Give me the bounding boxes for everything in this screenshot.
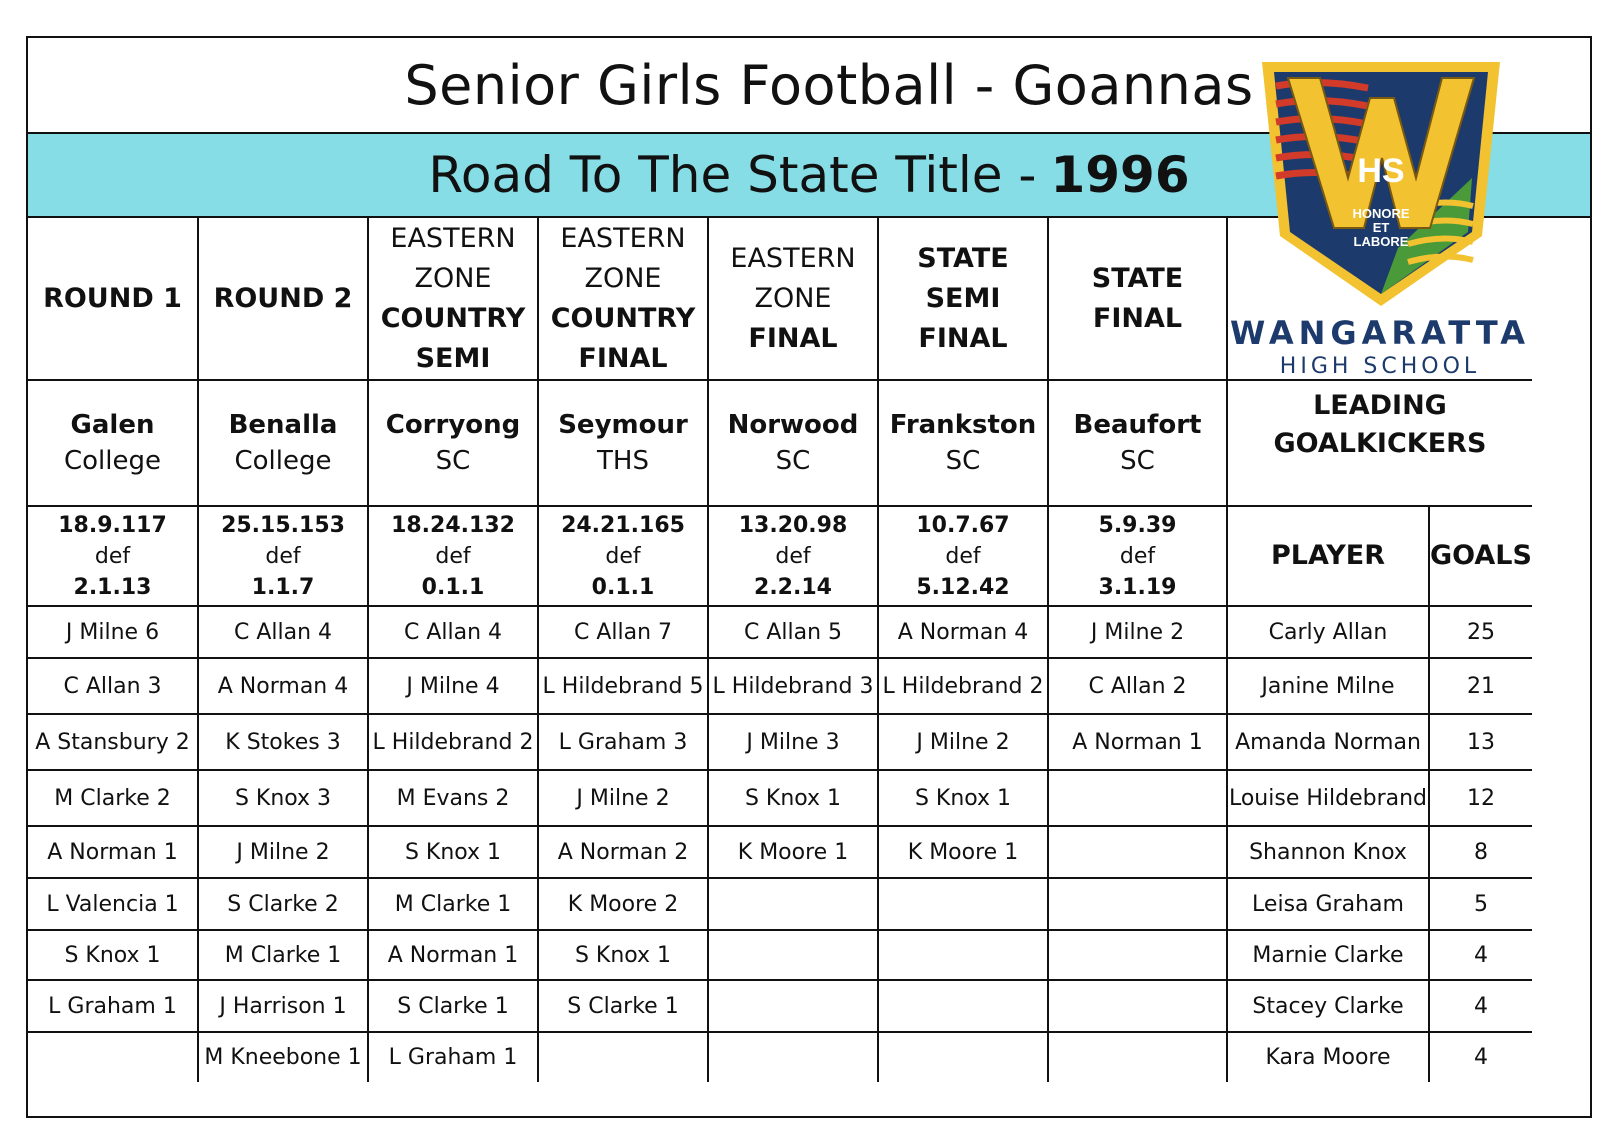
- goals-header: [1429, 506, 1532, 606]
- score-against: 0.1.1: [421, 574, 485, 600]
- leading-heading-line: GOALKICKERS: [1273, 428, 1487, 459]
- goalkicker-cell: [28, 606, 198, 658]
- goalkicker-text: A Norman 1: [387, 942, 519, 968]
- goalkicker-text: J Milne 2: [236, 839, 330, 865]
- goalkicker-text: S Knox 3: [234, 785, 332, 811]
- score-cell: [198, 506, 368, 606]
- round-header: [368, 218, 538, 380]
- goalkicker-text: A Norman 1: [1072, 729, 1203, 755]
- goalkicker-cell: [538, 930, 708, 980]
- score-for: 18.24.132: [391, 512, 515, 538]
- opponent-type: SC: [435, 446, 471, 476]
- player-name-text: Shannon Knox: [1249, 839, 1407, 865]
- goalkicker-text: M Evans 2: [396, 785, 510, 811]
- opponent-name: Norwood: [727, 410, 859, 440]
- goalkicker-cell: [878, 826, 1048, 878]
- goalkicker-text: K Moore 1: [907, 839, 1019, 865]
- score-against: 5.12.42: [916, 574, 1010, 600]
- goalkicker-text: J Milne 6: [65, 619, 160, 645]
- opponent-cell: [198, 380, 368, 506]
- goalkicker-text: S Knox 1: [64, 942, 161, 968]
- goalkicker-cell: [368, 980, 538, 1032]
- player-goals-text: 25: [1466, 619, 1495, 645]
- player-name-text: Carly Allan: [1268, 619, 1388, 645]
- goalkicker-cell: [368, 658, 538, 714]
- goalkicker-cell: [538, 878, 708, 930]
- goalkicker-text: L Graham 1: [48, 993, 177, 1019]
- goalkicker-cell: [198, 606, 368, 658]
- player-goals-text: 4: [1473, 1045, 1488, 1070]
- player-goals-text: 4: [1473, 993, 1488, 1019]
- leading-player-goals: [1429, 606, 1532, 658]
- goalkicker-cell: [198, 980, 368, 1032]
- round-header-line: FINAL: [578, 342, 668, 374]
- goalkicker-text: L Hildebrand 2: [882, 673, 1044, 699]
- goalkicker-cell: [878, 980, 1048, 1032]
- score-def: def: [775, 543, 811, 569]
- goalkicker-text: M Clarke 1: [224, 942, 342, 968]
- goalkicker-text: C Allan 2: [1088, 673, 1187, 699]
- opponent-type: College: [63, 446, 161, 476]
- opponent-cell: [368, 380, 538, 506]
- goalkicker-cell: [1048, 980, 1227, 1032]
- goals-row: [28, 930, 1532, 980]
- goalkicker-cell: [28, 878, 198, 930]
- goalkicker-cell: [538, 826, 708, 878]
- goalkicker-text: C Allan 4: [403, 619, 503, 645]
- opponent-name: Corryong: [385, 410, 521, 440]
- round-header-line: COUNTRY: [550, 302, 696, 334]
- score-for: 25.15.153: [221, 512, 345, 538]
- goalkicker-cell: [878, 930, 1048, 980]
- goalkicker-cell: [708, 980, 878, 1032]
- goalkicker-text: C Allan 3: [63, 673, 162, 699]
- leading-player-goals: [1429, 878, 1532, 930]
- player-name-text: Janine Milne: [1261, 673, 1395, 699]
- goalkicker-cell: [198, 770, 368, 826]
- goalkicker-cell: [1048, 1032, 1227, 1082]
- goalkicker-cell: [368, 714, 538, 770]
- round-header-line: ROUND 2: [213, 282, 353, 314]
- goalkicker-text: L Graham 1: [388, 1045, 518, 1070]
- score-against: 1.1.7: [251, 574, 315, 600]
- opponent-cell: [1048, 380, 1227, 506]
- goalkicker-cell: [198, 1032, 368, 1082]
- svg-text:HS: HS: [1357, 152, 1405, 190]
- opponent-type: College: [234, 446, 332, 476]
- player-goals-text: 21: [1466, 673, 1495, 699]
- leading-player-goals: [1429, 930, 1532, 980]
- goalkicker-cell: [368, 826, 538, 878]
- goalkicker-text: L Hildebrand 5: [542, 673, 704, 699]
- player-goals-text: 4: [1473, 942, 1488, 968]
- score-def: def: [265, 543, 301, 569]
- score-for: 5.9.39: [1098, 512, 1177, 538]
- school-logo-cell: [1227, 152, 1532, 380]
- opponent-type: SC: [1120, 446, 1155, 476]
- score-cell: [538, 506, 708, 606]
- goalkicker-text: L Hildebrand 2: [372, 729, 534, 755]
- score-cell: [878, 506, 1048, 606]
- goalkicker-text: K Moore 1: [737, 839, 849, 865]
- goalkicker-text: A Norman 1: [47, 839, 178, 865]
- goalkicker-cell: [1048, 606, 1227, 658]
- score-def: def: [1119, 543, 1156, 569]
- leading-player-name: [1227, 1032, 1429, 1082]
- round-header-line: SEMI: [415, 342, 491, 374]
- goalkicker-cell: [708, 878, 878, 930]
- goalkicker-text: S Knox 1: [404, 839, 502, 865]
- player-goals-text: 12: [1466, 785, 1495, 811]
- round-header-line: ZONE: [584, 262, 662, 294]
- subtitle-year: 1996: [1050, 146, 1190, 204]
- goalkicker-cell: [1048, 714, 1227, 770]
- goalkicker-cell: [368, 930, 538, 980]
- goalkicker-text: K Stokes 3: [225, 729, 341, 755]
- leading-player-name: [1227, 658, 1429, 714]
- opponent-name: Galen: [70, 410, 155, 440]
- svg-text:HONORE: HONORE: [1352, 206, 1410, 221]
- goals-row: [28, 770, 1532, 826]
- score-for: 13.20.98: [738, 512, 848, 538]
- score-def: def: [605, 543, 641, 569]
- goalkicker-cell: [368, 878, 538, 930]
- leading-heading-line: LEADING: [1313, 390, 1447, 421]
- goalkicker-text: C Allan 7: [573, 619, 673, 645]
- leading-player-name: [1227, 606, 1429, 658]
- school-name: [1228, 314, 1532, 379]
- goalkicker-text: J Milne 2: [916, 729, 1010, 755]
- leading-goalkickers-heading: [1227, 380, 1532, 506]
- goals-row: [28, 878, 1532, 930]
- goalkicker-text: J Milne 2: [1090, 619, 1185, 645]
- goals-row: [28, 658, 1532, 714]
- goals-row: [28, 606, 1532, 658]
- goalkicker-text: A Stansbury 2: [35, 729, 190, 755]
- goalkicker-cell: [28, 770, 198, 826]
- goalkicker-text: S Clarke 1: [397, 993, 509, 1019]
- goalkicker-text: L Hildebrand 3: [712, 673, 874, 699]
- round-header: [198, 218, 368, 380]
- leading-player-name: [1227, 930, 1429, 980]
- goalkicker-cell: [28, 930, 198, 980]
- goals-row: [28, 980, 1532, 1032]
- round-header-line: FINAL: [748, 322, 838, 354]
- player-name-text: Leisa Graham: [1252, 891, 1404, 917]
- goalkicker-cell: [708, 606, 878, 658]
- opponent-name: Benalla: [228, 410, 338, 440]
- goalkicker-cell: [1048, 878, 1227, 930]
- goalkicker-cell: [198, 658, 368, 714]
- round-header-line: EASTERN: [390, 222, 516, 254]
- score-cell: [28, 506, 198, 606]
- goalkicker-cell: [708, 658, 878, 714]
- opponent-name: Frankston: [889, 410, 1037, 440]
- score-def: def: [945, 543, 981, 569]
- score-against: 0.1.1: [591, 574, 655, 600]
- score-for: 10.7.67: [916, 512, 1010, 538]
- goalkicker-cell: [878, 878, 1048, 930]
- round-header: [708, 218, 878, 380]
- goalkicker-cell: [198, 930, 368, 980]
- player-goals-text: 5: [1473, 891, 1488, 917]
- opponent-cell: [28, 380, 198, 506]
- goalkicker-text: S Knox 1: [574, 942, 672, 968]
- goalkicker-cell: [1048, 658, 1227, 714]
- goalkicker-cell: [538, 980, 708, 1032]
- goalkicker-text: J Harrison 1: [219, 993, 347, 1019]
- goalkicker-text: A Norman 2: [557, 839, 689, 865]
- goalkicker-cell: [708, 1032, 878, 1082]
- player-header: [1227, 506, 1429, 606]
- goalkicker-cell: [198, 878, 368, 930]
- opponent-type: SC: [775, 446, 811, 476]
- score-cell: [708, 506, 878, 606]
- opponent-cell: [878, 380, 1048, 506]
- goalkicker-text: L Valencia 1: [46, 891, 179, 917]
- leading-player-goals: [1429, 658, 1532, 714]
- goalkicker-cell: [368, 606, 538, 658]
- school-name-sub: HIGH SCHOOL: [1279, 354, 1481, 379]
- goalkicker-cell: [878, 606, 1048, 658]
- goalkicker-text: C Allan 4: [233, 619, 333, 645]
- goalkicker-cell: [878, 1032, 1048, 1082]
- leading-player-goals: [1429, 714, 1532, 770]
- school-name-main: WANGARATTA: [1229, 314, 1530, 352]
- goalkicker-text: J Milne 2: [576, 785, 670, 811]
- score-def: def: [94, 543, 131, 569]
- goals-row: [28, 826, 1532, 878]
- goalkicker-text: M Clarke 1: [394, 891, 512, 917]
- score-cell: [1048, 506, 1227, 606]
- goalkicker-text: S Knox 1: [914, 785, 1012, 811]
- goalkicker-text: J Milne 4: [406, 673, 500, 699]
- goalkicker-cell: [198, 826, 368, 878]
- school-crest-icon: [1258, 58, 1504, 310]
- round-header-line: COUNTRY: [380, 302, 526, 334]
- opponent-name: Seymour: [558, 410, 688, 440]
- goalkicker-cell: [28, 980, 198, 1032]
- goalkicker-text: J Milne 3: [746, 729, 840, 755]
- score-against: 2.2.14: [754, 574, 832, 600]
- goalkicker-cell: [708, 714, 878, 770]
- goalkicker-text: A Norman 4: [897, 619, 1029, 645]
- score-for: 24.21.165: [561, 512, 685, 538]
- score-against: 3.1.19: [1098, 574, 1177, 600]
- score-cell: [368, 506, 538, 606]
- goalkicker-text: S Clarke 1: [567, 993, 679, 1019]
- goalkicker-cell: [878, 714, 1048, 770]
- score-against: 2.1.13: [73, 574, 152, 600]
- round-header: [878, 218, 1048, 380]
- score-for: 18.9.117: [58, 512, 167, 538]
- leading-player-name: [1227, 980, 1429, 1032]
- round-header-line: SEMI FINAL: [918, 282, 1008, 354]
- player-goals-text: 8: [1473, 839, 1488, 865]
- goalkicker-cell: [28, 1032, 198, 1082]
- leading-player-goals: [1429, 826, 1532, 878]
- opponent-type: SC: [945, 446, 981, 476]
- player-name-text: Stacey Clarke: [1252, 993, 1404, 1019]
- round-header-line: ZONE: [754, 282, 832, 314]
- goalkicker-text: M Clarke 2: [54, 785, 171, 811]
- player-header-text: PLAYER: [1270, 540, 1386, 571]
- svg-text:LABORE: LABORE: [1353, 234, 1409, 249]
- goalkicker-cell: [538, 1032, 708, 1082]
- score-def: def: [435, 543, 471, 569]
- round-header-line: FINAL: [1092, 302, 1183, 334]
- opponent-cell: [708, 380, 878, 506]
- round-header-line: ROUND 1: [43, 282, 182, 314]
- goalkicker-cell: [538, 714, 708, 770]
- goals-row: [28, 714, 1532, 770]
- leading-player-name: [1227, 878, 1429, 930]
- goalkicker-text: L Graham 3: [558, 729, 688, 755]
- goalkicker-cell: [1048, 930, 1227, 980]
- goalkicker-cell: [1048, 826, 1227, 878]
- goalkicker-text: K Moore 2: [567, 891, 679, 917]
- goalkicker-cell: [198, 714, 368, 770]
- opponent-cell: [538, 380, 708, 506]
- subtitle-text: Road To The State Title -: [428, 146, 1037, 204]
- goalkicker-cell: [878, 770, 1048, 826]
- goalkicker-cell: [28, 714, 198, 770]
- goalkicker-cell: [368, 1032, 538, 1082]
- goalkicker-text: C Allan 5: [743, 619, 843, 645]
- leading-player-name: [1227, 826, 1429, 878]
- goalkicker-cell: [28, 826, 198, 878]
- goalkicker-cell: [708, 770, 878, 826]
- round-header: [28, 218, 198, 380]
- goalkicker-cell: [538, 658, 708, 714]
- opponent-name: Beaufort: [1073, 410, 1202, 440]
- round-header-line: EASTERN: [560, 222, 686, 254]
- leading-player-name: [1227, 714, 1429, 770]
- player-goals-text: 13: [1466, 729, 1495, 755]
- results-frame: [26, 36, 1592, 1118]
- goals-row: [28, 1032, 1532, 1082]
- round-header-line: EASTERN: [730, 242, 856, 274]
- player-name-text: Marnie Clarke: [1252, 942, 1404, 968]
- goalkicker-text: A Norman 4: [217, 673, 349, 699]
- round-header-line: ZONE: [414, 262, 492, 294]
- goalkicker-cell: [878, 658, 1048, 714]
- svg-text:ET: ET: [1372, 220, 1390, 235]
- player-name-text: Louise Hildebrand: [1228, 785, 1428, 811]
- goalkicker-text: S Knox 1: [744, 785, 842, 811]
- leading-player-goals: [1429, 770, 1532, 826]
- goalkicker-cell: [368, 770, 538, 826]
- leading-player-goals: [1429, 980, 1532, 1032]
- round-header-line: STATE: [1091, 262, 1184, 294]
- title-text: Senior Girls Football - Goannas: [404, 53, 1254, 117]
- leading-player-name: [1227, 770, 1429, 826]
- goalkicker-text: S Clarke 2: [227, 891, 339, 917]
- player-name-text: Amanda Norman: [1235, 729, 1421, 755]
- goalkicker-cell: [708, 826, 878, 878]
- opponent-type: THS: [597, 446, 649, 476]
- goals-header-text: GOALS: [1430, 540, 1532, 571]
- round-header: [1048, 218, 1227, 380]
- round-header: [538, 218, 708, 380]
- goalkicker-text: M Kneebone 1: [204, 1045, 362, 1070]
- goalkicker-cell: [538, 606, 708, 658]
- leading-player-goals: [1429, 1032, 1532, 1082]
- player-name-text: Kara Moore: [1265, 1045, 1391, 1070]
- goalkicker-cell: [1048, 770, 1227, 826]
- goalkicker-cell: [538, 770, 708, 826]
- round-header-line: STATE: [917, 242, 1009, 274]
- goalkicker-cell: [708, 930, 878, 980]
- goalkicker-cell: [28, 658, 198, 714]
